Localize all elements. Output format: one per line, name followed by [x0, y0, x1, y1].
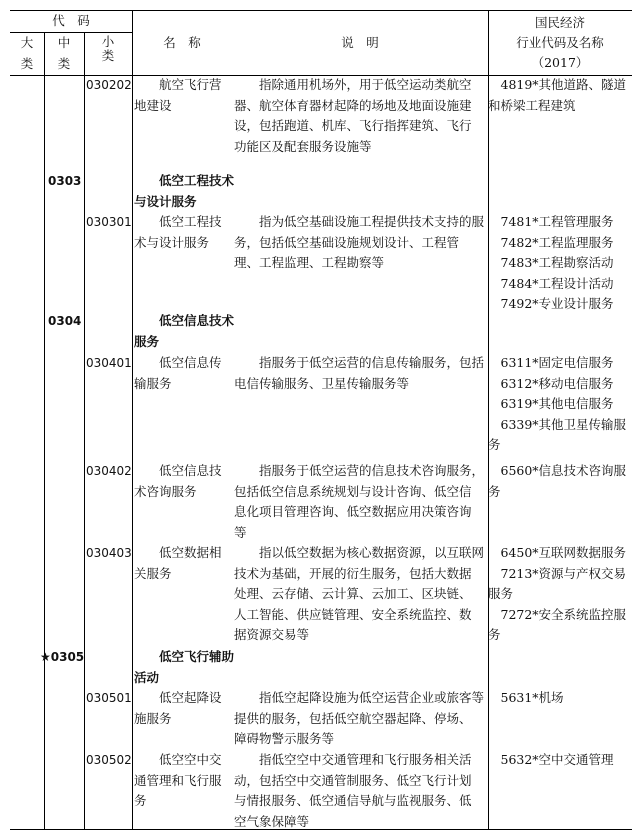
minor-code: 030403 [86, 546, 132, 560]
industry-reference-line: 7481*工程管理服务 [488, 214, 614, 229]
category-description-line: 指低空起降设施为低空运营企业或旅客等 [234, 690, 485, 705]
category-name-line: 活动 [134, 669, 160, 685]
category-description-line: 设，包括跑道、机库、飞行指挥建筑、飞行 [234, 118, 472, 133]
category-name-line: 关服务 [134, 565, 172, 581]
industry-reference-line: 7492*专业设计服务 [488, 296, 614, 311]
category-name-line: 低空信息技 [134, 463, 222, 478]
table-header [10, 11, 632, 76]
industry-reference [488, 543, 638, 646]
category-description-line: 动，包括空中交通管制服务、低空飞行计划 [234, 772, 472, 788]
category-name [134, 461, 234, 502]
category-name [134, 311, 234, 352]
header-code: 代 码 [52, 13, 90, 28]
category-name-line: 通管理和飞行服 [134, 772, 222, 788]
header-minor: 小 类 [101, 34, 115, 63]
category-name-line: 低空工程技术 [134, 173, 235, 188]
category-description-line: 器、航空体育器材起降的场地及地面设施建 [234, 97, 472, 113]
minor-code: 030501 [86, 691, 132, 705]
industry-reference-line: 4819*其他道路、隧道 [488, 77, 627, 92]
category-description-line: 指服务于低空运营的信息技术咨询服务， [234, 463, 485, 478]
industry-reference-line: 6311*固定电信服务 [488, 355, 614, 370]
category-name-line: 航空飞行营 [134, 77, 222, 92]
category-name [134, 212, 234, 253]
category-name-line: 务 [134, 793, 147, 808]
category-description-line: 电信传输服务、卫星传输服务等 [234, 375, 410, 391]
category-name-line: 低空数据相 [134, 545, 222, 560]
category-description-line: 人工智能、供应链管理、安全系统监控、数 [234, 606, 472, 622]
industry-reference-line: 务 [488, 483, 501, 499]
industry-reference-line: 6312*移动电信服务 [488, 375, 614, 391]
industry-reference [488, 212, 638, 315]
minor-code: 030202 [86, 78, 132, 92]
industry-reference-line: 7272*安全系统监控服 [488, 606, 627, 622]
category-name-line: 低空工程技 [134, 214, 222, 229]
category-description [234, 543, 490, 646]
industry-reference-line: 7483*工程勘察活动 [488, 255, 614, 270]
category-description-line: 息化项目管理咨询、低空数据应用决策咨询 [234, 504, 472, 519]
category-name-line: 低空飞行辅助 [134, 649, 235, 664]
header-name: 名 称 [163, 35, 201, 50]
industry-reference [488, 750, 638, 771]
industry-reference-line: 5632*空中交通管理 [488, 752, 614, 767]
category-description-line: 指服务于低空运营的信息传输服务，包括 [234, 355, 485, 370]
category-description [234, 212, 490, 274]
minor-code: 030401 [86, 356, 132, 370]
minor-code: 030502 [86, 753, 132, 767]
category-name-line: 服务 [134, 333, 160, 349]
category-description-line: 据资源交易等 [234, 627, 310, 642]
category-description-line: 障碍物警示服务等 [234, 731, 335, 746]
header-reference: 国民经济 行业代码及名称 （2017） [516, 15, 604, 70]
category-name-line: 低空信息传 [134, 355, 222, 370]
industry-reference [488, 353, 638, 456]
category-description-line: 与情报服务、低空通信导航与监视服务、低 [234, 793, 472, 808]
industry-reference-line: 7213*资源与产权交易 [488, 565, 627, 581]
category-name [134, 543, 234, 584]
category-description [234, 688, 490, 750]
category-description-line: 包括低空信息系统规划与设计咨询、低空信 [234, 483, 472, 499]
industry-reference-line: 5631*机场 [488, 690, 564, 705]
category-description-line: 指除通用机场外，用于低空运动类航空 [234, 77, 472, 92]
category-name [134, 171, 234, 212]
category-name-line: 术与设计服务 [134, 234, 210, 250]
category-description-line: 空气象保障等 [234, 813, 310, 829]
category-name-line: 术咨询服务 [134, 483, 197, 499]
industry-reference-line: 7484*工程设计活动 [488, 275, 614, 291]
industry-reference [488, 75, 638, 116]
category-description-line: 等 [234, 524, 247, 540]
category-name-line: 施服务 [134, 710, 172, 726]
category-name-line: 低空空中交 [134, 752, 222, 767]
category-description-line: 技术为基础，开展的衍生服务，包括大数据 [234, 565, 472, 581]
category-name [134, 688, 234, 729]
category-description-line: 理、工程监理、工程勘察等 [234, 255, 385, 270]
industry-reference-line: 6339*其他卫星传输服 [488, 416, 627, 432]
industry-reference-line: 7482*工程监理服务 [488, 234, 614, 250]
category-description-line: 指以低空数据为核心数据资源，以互联网 [234, 545, 485, 560]
industry-reference-line: 6450*互联网数据服务 [488, 545, 627, 560]
category-name [134, 75, 234, 116]
category-description-line: 处理、云存储、云计算、云加工、区块链、 [234, 586, 472, 601]
category-description-line: 务，包括低空基础设施规划设计、工程管 [234, 234, 460, 250]
industry-reference-line: 务 [488, 627, 501, 642]
category-description-line: 功能区及配套服务设施等 [234, 138, 372, 154]
industry-reference-line: 6560*信息技术咨询服 [488, 463, 627, 478]
header-description: 说 明 [341, 35, 379, 50]
minor-code: 030402 [86, 464, 132, 478]
category-description-line: 指为低空基础设施工程提供技术支持的服 [234, 214, 485, 229]
minor-code: 030301 [86, 215, 132, 229]
category-description [234, 75, 490, 157]
category-name-line: 与设计服务 [134, 193, 197, 209]
category-name-line: 低空信息技术 [134, 313, 235, 328]
middle-code: ★0305 [40, 650, 85, 664]
category-name [134, 647, 234, 688]
category-description [234, 750, 490, 832]
middle-code: 0303 [48, 174, 82, 188]
category-name-line: 低空起降设 [134, 690, 222, 705]
category-name-line: 地建设 [134, 97, 172, 113]
middle-code: 0304 [48, 314, 82, 328]
category-description [234, 461, 490, 543]
category-description [234, 353, 490, 394]
category-name-line: 输服务 [134, 375, 172, 391]
category-name [134, 750, 234, 812]
category-description-line: 指低空空中交通管理和飞行服务相关活 [234, 752, 472, 767]
header-middle: 中 类 [57, 35, 71, 71]
industry-reference [488, 461, 638, 502]
header-major: 大 类 [20, 35, 34, 71]
industry-reference-line: 6319*其他电信服务 [488, 396, 614, 411]
industry-reference-line: 务 [488, 437, 501, 452]
industry-reference-line: 和桥梁工程建筑 [488, 97, 576, 113]
industry-reference-line: 服务 [488, 586, 514, 601]
classification-table [10, 10, 632, 830]
category-description-line: 提供的服务，包括低空航空器起降、停场、 [234, 710, 472, 726]
industry-reference [488, 688, 638, 709]
category-name [134, 353, 234, 394]
